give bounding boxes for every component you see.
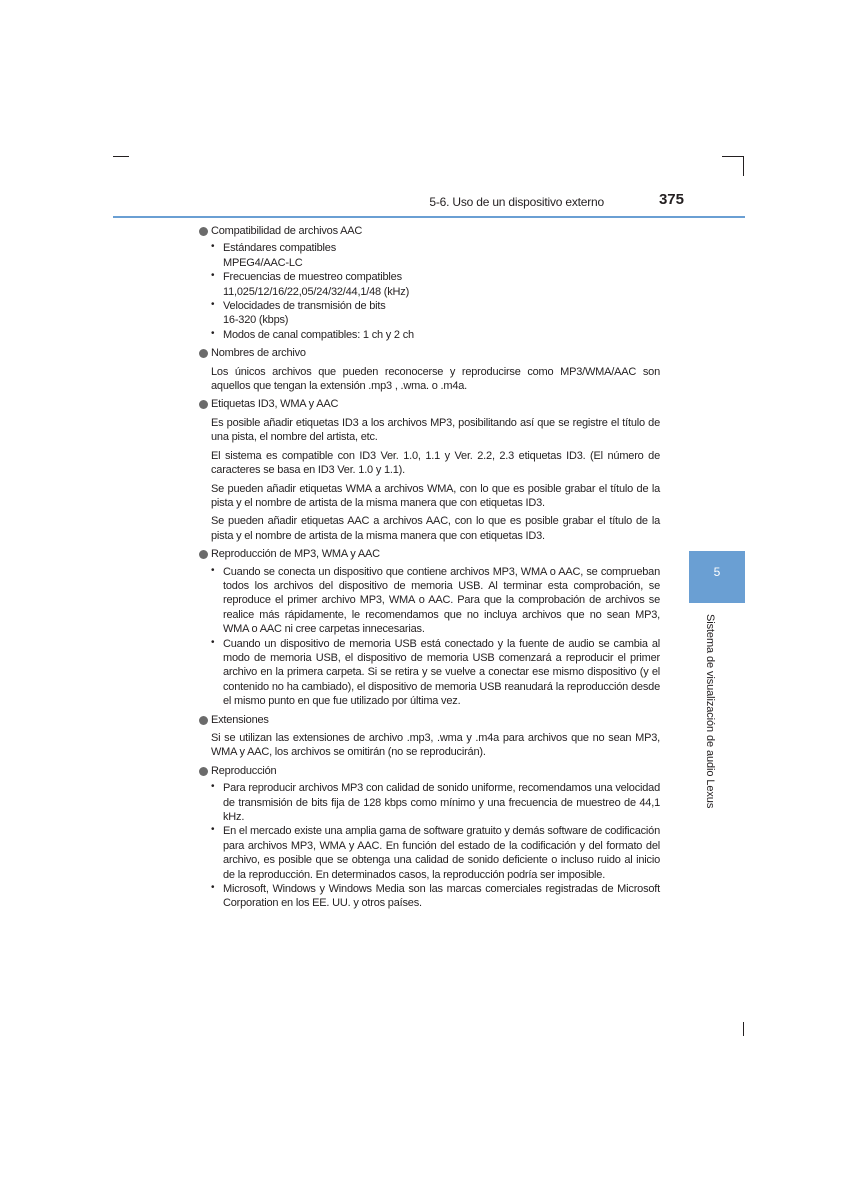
bullet-icon: •	[211, 781, 215, 793]
section-heading	[199, 547, 660, 561]
chapter-side-title: Sistema de visualización de audio Lexus	[704, 614, 716, 809]
section-paragraph: Es posible añadir etiquetas ID3 a los archivos MP3, posibilitando así que se registre el título de una pista, el nombre del artista, etc.	[211, 416, 660, 444]
section-paragraph: Se pueden añadir etiquetas AAC a archivos AAC, con lo que es posible grabar el título de la pista y el nombre de artista de la misma manera que con etiquetas ID3.	[211, 515, 660, 542]
section-heading	[199, 713, 660, 727]
section-heading	[199, 346, 660, 360]
page-number: 375	[658, 191, 684, 208]
section-title: Etiquetas ID3, WMA y AAC	[211, 398, 339, 411]
section-title: Extensiones	[211, 713, 269, 726]
bullet-icon: •	[211, 299, 215, 311]
bullet-dot-icon	[199, 400, 208, 409]
bullet-dot-icon	[199, 767, 208, 776]
bullet-dot-icon	[199, 550, 208, 559]
list-item	[211, 824, 660, 882]
section-heading	[199, 397, 660, 411]
section-title: Nombres de archivo	[211, 347, 306, 360]
section-title: Reproducción	[211, 764, 277, 777]
bullet-list	[211, 565, 660, 709]
bullet-icon: •	[211, 636, 215, 648]
section-heading	[199, 224, 660, 238]
list-item-label: Estándares compatibles	[223, 242, 336, 255]
header-rule	[113, 216, 745, 218]
bullet-dot-icon	[199, 227, 208, 236]
list-item	[211, 781, 660, 824]
crop-mark-bottom-right	[743, 1022, 744, 1036]
bullet-dot-icon	[199, 349, 208, 358]
list-item-label: Frecuencias de muestreo compatibles	[223, 271, 402, 284]
chapter-tab	[689, 551, 745, 603]
list-item	[211, 882, 660, 911]
bullet-icon: •	[211, 327, 215, 339]
section-paragraph: Si se utilizan las extensiones de archivo .mp3, .wma y .m4a para archivos que no sean MP3, WMA y AAC, los archivos se omitirán (no se reproducirán).	[211, 732, 660, 759]
list-item-label: Para reproducir archivos MP3 con calidad de sonido uniforme, recomendamos una velocidad de transmisión de bits fija de 128 kbps como mínimo y una frecuencia de muestreo de 44,1 kHz.	[223, 782, 660, 824]
list-item-label: Modos de canal compatibles: 1 ch y 2 ch	[223, 328, 414, 341]
list-item	[211, 637, 660, 709]
list-item	[211, 299, 660, 328]
bullet-icon: •	[211, 824, 215, 836]
section-paragraph: Los únicos archivos que pueden reconocerse y reproducirse como MP3/WMA/AAC son aquellos que tengan la extensión .mp3 , .wma. o .m4a.	[211, 365, 660, 393]
page-body	[199, 224, 660, 911]
list-item	[211, 565, 660, 637]
list-item	[211, 270, 660, 299]
bullet-icon: •	[211, 564, 215, 576]
crop-mark-top-right-v	[743, 156, 744, 176]
section-paragraph: El sistema es compatible con ID3 Ver. 1.0, 1.1 y Ver. 2.2, 2.3 etiquetas ID3. (El número de caracteres se basa en ID3 Ver. 1.0 y 1.1).	[211, 449, 660, 477]
bullet-list	[211, 241, 660, 342]
section-heading	[199, 764, 660, 778]
bullet-dot-icon	[199, 716, 208, 725]
crop-mark-top-left	[113, 156, 129, 157]
list-item-label: En el mercado existe una amplia gama de software gratuito y demás software de codificación para archivos MP3, WMA y AAC. En función del estado de la codificación y del formato del archivo, es posible que se obtenga una calidad de sonido deficiente o incluso ruido al inicio de la reproducción. En determinados casos, la reproducción podría ser imposible.	[223, 825, 660, 881]
bullet-icon: •	[211, 270, 215, 282]
list-item-label: Cuando un dispositivo de memoria USB está conectado y la fuente de audio se cambia al modo de memoria USB, el dispositivo de memoria USB comenzará a reproducir el primer archivo en la primera carpeta. Si se retira y se vuelve a conectar ese mismo dispositivo (y el contenido no ha cambiado), el dispositivo de memoria USB reanudará la reproducción desde el mismo punto en que fue utilizado por última vez.	[223, 637, 660, 708]
list-item-label: Microsoft, Windows y Windows Media son las marcas comerciales registradas de Microsoft Corporation en los EE. UU. y otros países.	[223, 883, 660, 910]
bullet-icon: •	[211, 241, 215, 253]
bullet-list	[211, 781, 660, 911]
section-title: Reproducción de MP3, WMA y AAC	[211, 548, 380, 561]
chapter-tab-number: 5	[713, 565, 721, 579]
header-section-title: 5-6. Uso de un dispositivo externo	[429, 195, 604, 209]
list-item-label: Velocidades de transmisión de bits	[223, 300, 386, 313]
list-item	[211, 328, 660, 342]
section-title: Compatibilidad de archivos AAC	[211, 225, 363, 237]
list-item	[211, 241, 660, 270]
list-item-value: 16-320 (kbps)	[223, 314, 289, 327]
section-paragraph: Se pueden añadir etiquetas WMA a archivos WMA, con lo que es posible grabar el título de la pista y el nombre de artista de la misma manera que con etiquetas ID3.	[211, 482, 660, 509]
bullet-icon: •	[211, 882, 215, 894]
list-item-value: 11,025/12/16/22,05/24/32/44,1/48 (kHz)	[223, 285, 410, 298]
list-item-label: Cuando se conecta un dispositivo que contiene archivos MP3, WMA o AAC, se comprueban todos los archivos del dispositivo de memoria USB. Al terminar esta comprobación, se reproduce el primer archivo MP3, WMA o AAC. Para que la comprobación de archivos se realice más rápidamente, le recomendamos que no incluya archivos que no sean MP3, WMA o AAC ni cree carpetas innecesarias.	[223, 565, 660, 636]
crop-mark-top-right-h	[722, 156, 744, 157]
list-item-value: MPEG4/AAC-LC	[223, 256, 303, 269]
